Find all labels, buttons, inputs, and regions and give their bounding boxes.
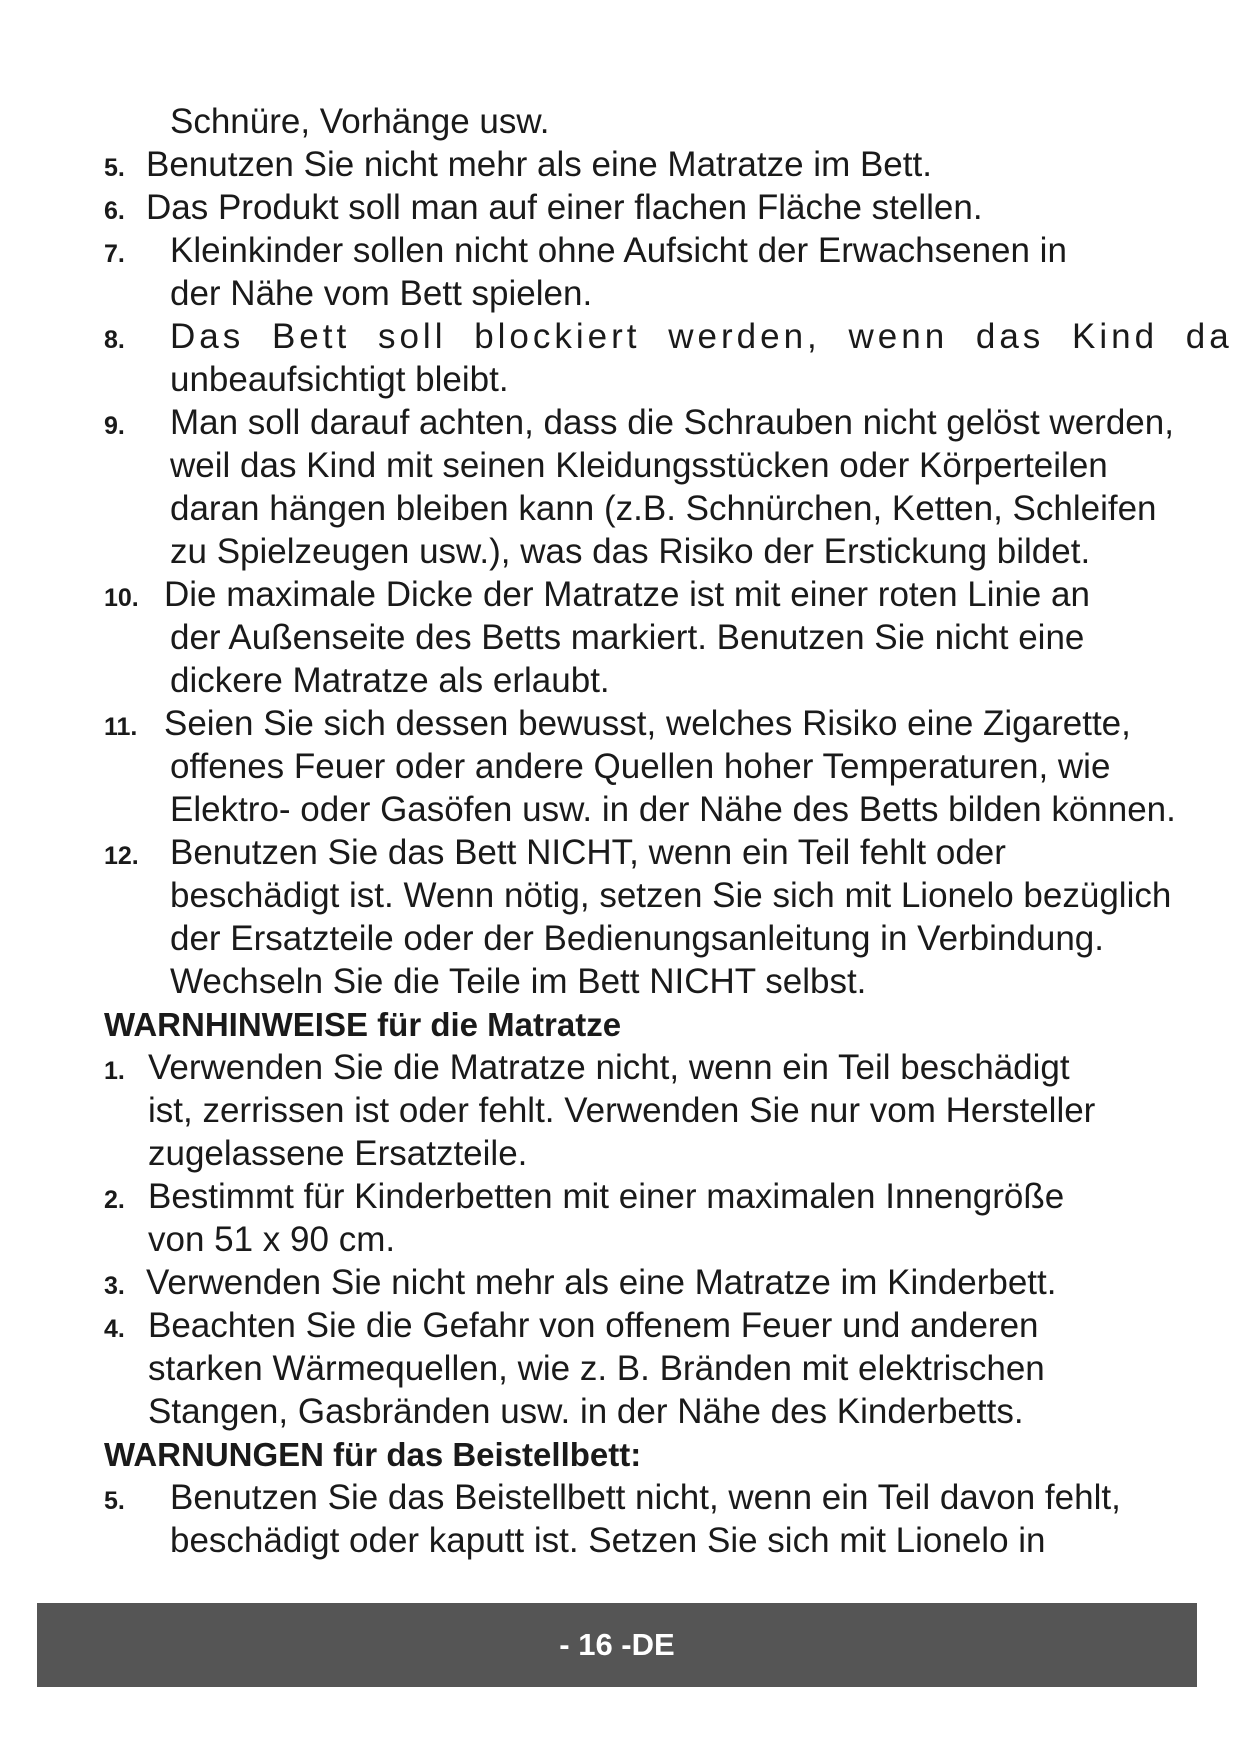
item-text: starken Wärmequellen, wie z. B. Bränden mit elektrischen — [148, 1349, 1045, 1388]
item-text: offenes Feuer oder andere Quellen hoher Temperaturen, wie — [170, 747, 1111, 786]
section-heading-mattress: WARNHINWEISE für die Matratze — [104, 1006, 622, 1043]
list-item-9 — [104, 401, 1204, 444]
item-text: Kleinkinder sollen nicht ohne Aufsicht der Erwachsenen in — [170, 231, 1067, 270]
item-text: beschädigt ist. Wenn nötig, setzen Sie sich mit Lionelo bezüglich — [170, 876, 1172, 915]
list-item — [104, 100, 1204, 143]
list-item-10 — [104, 573, 1204, 616]
list-item-10-cont — [104, 659, 1204, 702]
item-text: Verwenden Sie die Matratze nicht, wenn ein Teil beschädigt — [148, 1048, 1070, 1087]
list-item-12-cont — [104, 917, 1204, 960]
item-text: Die maximale Dicke der Matratze ist mit einer roten Linie an — [164, 575, 1090, 614]
item-text: ist, zerrissen ist oder fehlt. Verwenden Sie nur vom Hersteller — [148, 1091, 1096, 1130]
page-footer — [37, 1603, 1197, 1687]
item-text: der Ersatzteile oder der Bedienungsanleitung in Verbindung. — [170, 919, 1104, 958]
mattress-item-1-cont — [104, 1132, 1204, 1175]
page-content — [104, 100, 1233, 1562]
item-text: von 51 x 90 cm. — [148, 1220, 396, 1259]
item-number: 12. — [104, 842, 139, 870]
item-text: Das Bett soll blockiert werden, wenn das Kind da — [170, 317, 1233, 356]
item-text: weil das Kind mit seinen Kleidungsstücken oder Körperteilen — [170, 446, 1108, 485]
item-text: Das Produkt soll man auf einer flachen Fläche stellen. — [146, 188, 983, 227]
mattress-item-2-cont — [104, 1218, 1204, 1261]
section-heading-bedside-crib: WARNUNGEN für das Beistellbett: — [104, 1436, 642, 1473]
item-text: Man soll darauf achten, dass die Schrauben nicht gelöst werden, — [170, 403, 1174, 442]
crib-item-5 — [104, 1476, 1204, 1519]
list-item-6 — [104, 186, 1204, 229]
item-text: dickere Matratze als erlaubt. — [170, 661, 610, 700]
item-text: Beachten Sie die Gefahr von offenem Feuer und anderen — [148, 1306, 1039, 1345]
crib-item-5-cont — [104, 1519, 1204, 1562]
item-text: Stangen, Gasbränden usw. in der Nähe des Kinderbetts. — [148, 1392, 1024, 1431]
list-item-12 — [104, 831, 1204, 874]
item-number: 6. — [104, 197, 125, 225]
item-text: Benutzen Sie das Beistellbett nicht, wenn ein Teil davon fehlt, — [170, 1478, 1121, 1517]
item-number: 3. — [104, 1272, 125, 1300]
item-text: unbeaufsichtigt bleibt. — [170, 360, 509, 399]
item-text: zugelassene Ersatzteile. — [148, 1134, 528, 1173]
item-text: Seien Sie sich dessen bewusst, welches Risiko eine Zigarette, — [164, 704, 1131, 743]
item-text: beschädigt oder kaputt ist. Setzen Sie sich mit Lionelo in — [170, 1521, 1046, 1560]
item-number: 10. — [104, 584, 139, 612]
list-item-11-cont — [104, 745, 1204, 788]
list-item-7 — [104, 229, 1204, 272]
list-item-8 — [104, 315, 1233, 358]
list-item-7-cont — [104, 272, 1204, 315]
item-number: 9. — [104, 412, 125, 440]
mattress-item-1 — [104, 1046, 1204, 1089]
item-text: Bestimmt für Kinderbetten mit einer maximalen Innengröße — [148, 1177, 1065, 1216]
mattress-item-4-cont — [104, 1347, 1204, 1390]
item-text: Benutzen Sie das Bett NICHT, wenn ein Teil fehlt oder — [170, 833, 1006, 872]
item-text: Wechseln Sie die Teile im Bett NICHT selbst. — [170, 962, 867, 1001]
list-item-11-cont — [104, 788, 1204, 831]
item-text: der Nähe vom Bett spielen. — [170, 274, 593, 313]
item-number: 7. — [104, 240, 125, 268]
item-number: 8. — [104, 326, 125, 354]
mattress-item-3 — [104, 1261, 1204, 1304]
mattress-item-4 — [104, 1304, 1204, 1347]
list-item-9-cont — [104, 487, 1204, 530]
item-number: 5. — [104, 154, 125, 182]
item-text: zu Spielzeugen usw.), was das Risiko der Erstickung bildet. — [170, 532, 1091, 571]
list-item-10-cont — [104, 616, 1204, 659]
item-number: 1. — [104, 1057, 125, 1085]
item-number: 4. — [104, 1315, 125, 1343]
item-text: daran hängen bleiben kann (z.B. Schnürchen, Ketten, Schleifen — [170, 489, 1157, 528]
item-text: Elektro- oder Gasöfen usw. in der Nähe des Betts bilden können. — [170, 790, 1176, 829]
item-number: 11. — [104, 713, 138, 741]
mattress-item-1-cont — [104, 1089, 1204, 1132]
item-number: 2. — [104, 1186, 125, 1214]
mattress-item-2 — [104, 1175, 1204, 1218]
list-item-12-cont — [104, 874, 1204, 917]
item-text: Schnüre, Vorhänge usw. — [170, 102, 550, 141]
page-number: - 16 -DE — [559, 1627, 675, 1662]
list-item-12-cont — [104, 960, 1204, 1003]
list-item-5 — [104, 143, 1204, 186]
item-text: der Außenseite des Betts markiert. Benutzen Sie nicht eine — [170, 618, 1085, 657]
list-item-9-cont — [104, 530, 1204, 573]
item-text: Benutzen Sie nicht mehr als eine Matratze im Bett. — [146, 145, 932, 184]
list-item-11 — [104, 702, 1204, 745]
item-number: 5. — [104, 1487, 125, 1515]
list-item-8-cont — [104, 358, 1204, 401]
mattress-item-4-cont — [104, 1390, 1204, 1433]
list-item-9-cont — [104, 444, 1204, 487]
item-text: Verwenden Sie nicht mehr als eine Matratze im Kinderbett. — [146, 1263, 1057, 1302]
